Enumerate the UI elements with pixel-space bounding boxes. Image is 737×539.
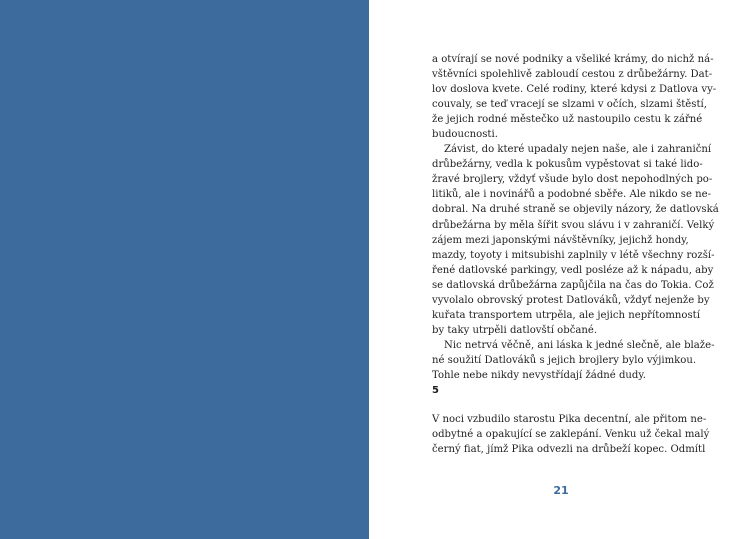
text-line: žravé brojlery, vždyť všude bylo dost nepohodlných po- — [432, 174, 713, 186]
text-line: řené datlovské parkingy, vedl posléze až k nápadu, aby — [432, 264, 714, 276]
text-line: dobral. Na druhé straně se objevily názory, že datlovská — [432, 204, 719, 216]
text-line: budoucnosti. — [432, 129, 498, 141]
text-line: kuřata transportem utrpěla, ale jejich nepřítomností — [432, 309, 700, 321]
text-line: vyvolalo obrovský protest Datlováků, vždyť nejenže by — [432, 294, 710, 306]
text-line: litiků, ale i novinářů a podobné sběře. Ale nikdo se ne- — [432, 189, 712, 201]
chapter-number: 5 — [432, 385, 439, 396]
book-page — [369, 0, 737, 539]
body-text-top — [432, 52, 719, 383]
text-line: couvaly, se teď vracejí se slzami v očích, slzami štěstí, — [432, 99, 707, 111]
text-line: a otvírají se nové podniky a všeliké krámy, do nichž ná- — [432, 54, 714, 65]
text-line: se datlovská drůbežárna zapůjčila na čas do Tokia. Což — [432, 279, 714, 291]
text-line: drůbežárna by měla šířit svou slávu i v zahraničí. Velký — [432, 219, 715, 231]
text-line: Nic netrvá věčně, ani láska k jedné slečně, ale blaže- — [444, 339, 715, 351]
text-line: vštěvníci spolehlivě zabloudí cestou z drůbežárny. Dat- — [432, 69, 713, 81]
text-line: drůbežárny, vedla k pokusům vypěstovat si také lido- — [432, 159, 703, 171]
text-line: černý fiat, jímž Pika odvezli na drůbeží kopec. Odmítl — [432, 444, 706, 456]
text-line: mazdy, toyoty i mitsubishi zaplnily v létě všechny rozší- — [432, 249, 715, 261]
text-line: že jejich rodné městečko už nastoupilo cestu k zářné — [432, 114, 703, 126]
text-line: lov doslova kvete. Celé rodiny, které kdysi z Datlova vy- — [432, 84, 717, 96]
text-line: né soužití Datlováků s jejich brojlery bylo výjimkou. — [432, 354, 697, 366]
text-line: zájem mezi japonskými návštěvníky, jejichž hondy, — [432, 234, 689, 246]
text-line: odbytné a opakující se zaklepání. Venku už čekal malý — [432, 429, 710, 441]
page-number: 21 — [553, 484, 569, 497]
text-line: Tohle nebe nikdy nevystřídají žádné dudy. — [432, 369, 646, 381]
text-line: V noci vzbudilo starostu Pika decentní, ale přitom ne- — [432, 414, 707, 425]
body-text-bottom — [432, 412, 710, 457]
text-line: Závist, do které upadaly nejen naše, ale i zahraniční — [444, 144, 712, 156]
text-line: by taky utrpěli datlovští občané. — [432, 324, 598, 336]
